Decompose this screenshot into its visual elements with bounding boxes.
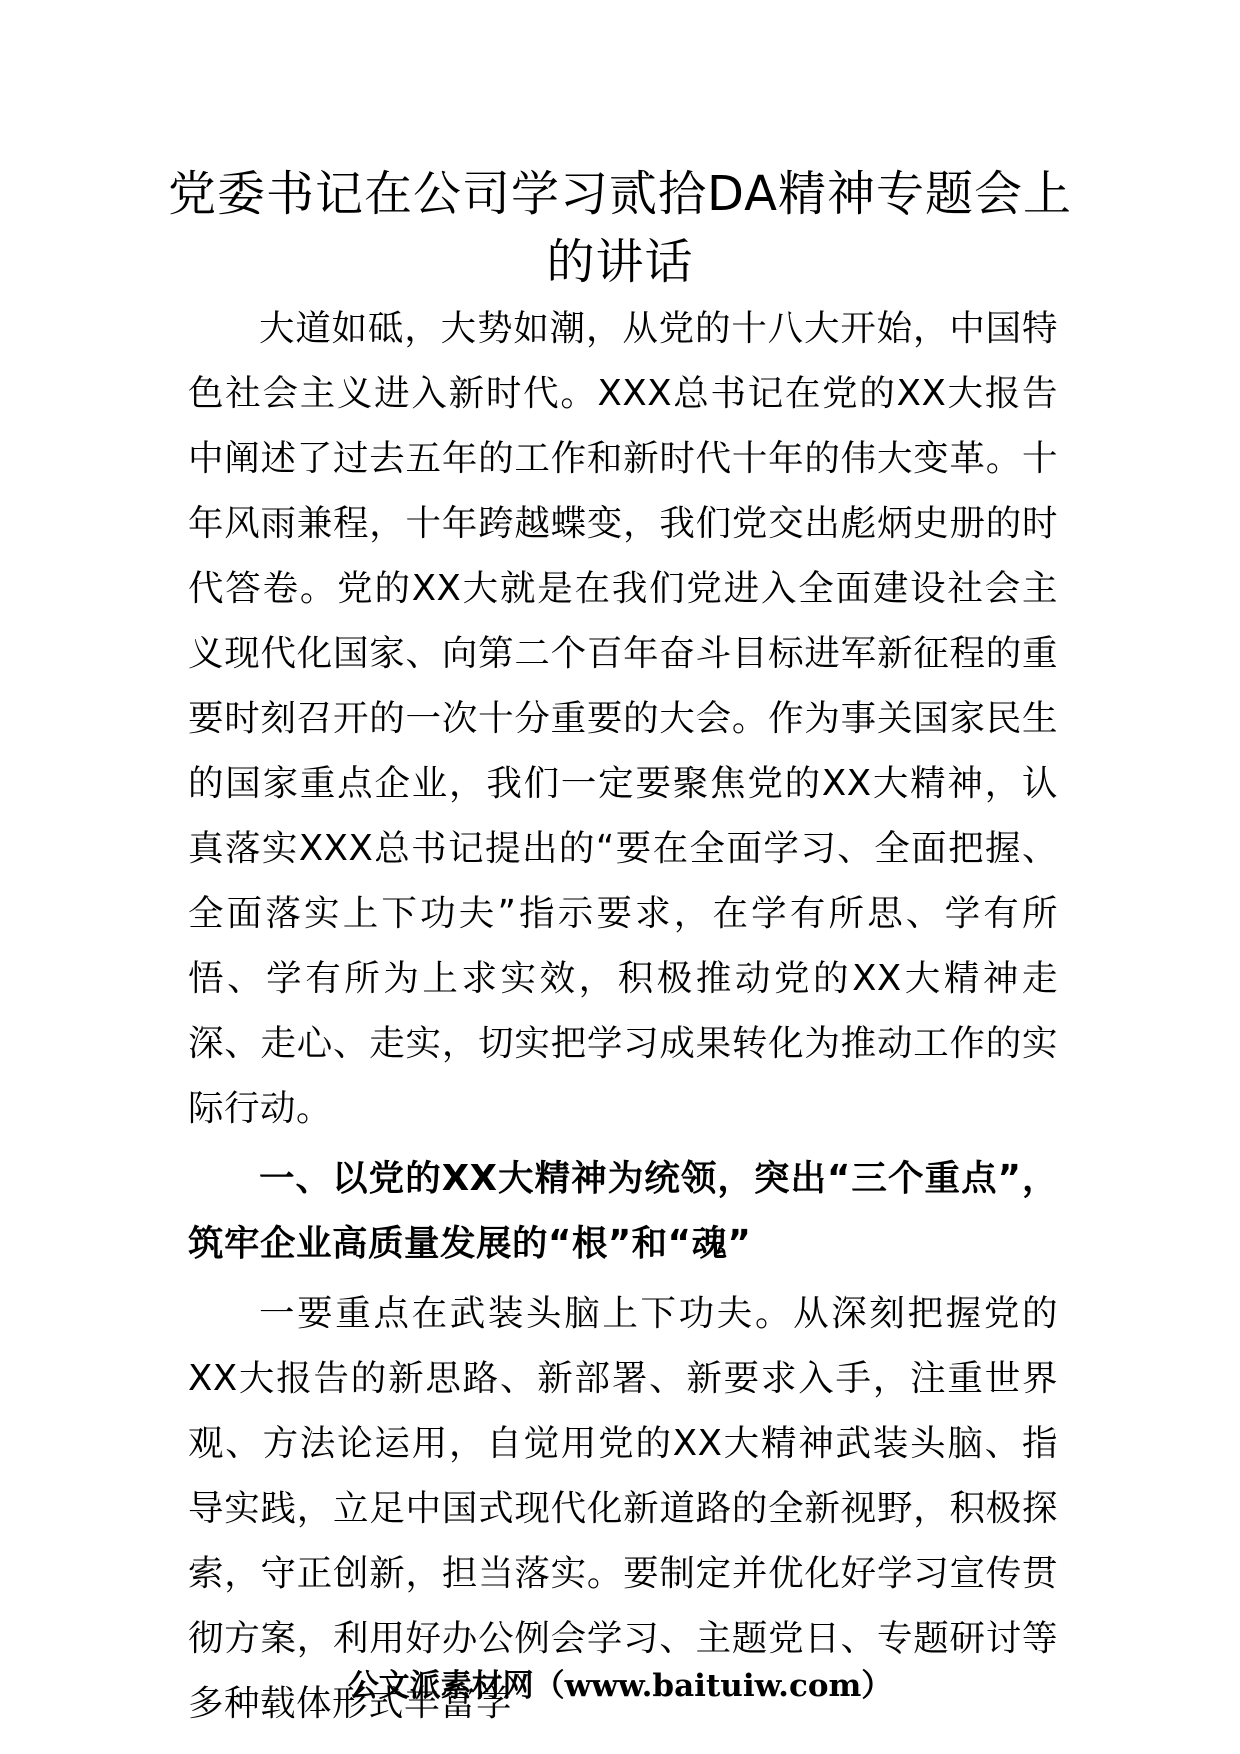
- section-heading-1: 一、以党的XX大精神为统领，突出“三个重点”，筑牢企业高质量发展的“根”和“魂”: [188, 1158, 1058, 1264]
- body-paragraph-1: 一要重点在武装头脑上下功夫。从深刻把握党的XX大报告的新思路、新部署、新要求入手，注重世界观、方法论运用，自觉用党的XX大精神武装头脑、指导实践，立足中国式现代化新道路的全新视野，积极探索，守正创新，担当落实。要制定并优化好学习宣传贯彻方案，利用好办公例会学习、主题党日、专题研讨等多种载体形式丰富学: [188, 1293, 1058, 1724]
- document-body: [188, 296, 1058, 1736]
- body-paragraph-intro: 大道如砥，大势如潮，从党的十八大开始，中国特色社会主义进入新时代。XXX总书记在党的XX大报告中阐述了过去五年的工作和新时代十年的伟大变革。十年风雨兼程，十年跨越蝶变，我们党交出彪炳史册的时代答卷。党的XX大就是在我们党进入全面建设社会主义现代化国家、向第二个百年奋斗目标进军新征程的重要时刻召开的一次十分重要的大会。作为事关国家民生的国家重点企业，我们一定要聚焦党的XX大精神，认真落实XXX总书记提出的“要在全面学习、全面把握、全面落实上下功夫”指示要求，在学有所思、学有所悟、学有所为上求实效，积极推动党的XX大精神走深、走心、走实，切实把学习成果转化为推动工作的实际行动。: [188, 308, 1058, 1129]
- document-title: [150, 160, 1090, 296]
- title-line-2: 的讲话: [546, 234, 694, 290]
- footer-source-text: 公文派素材网（www.baituiw.com）: [347, 1668, 893, 1704]
- title-line-1: 党委书记在公司学习贰拾DA精神专题会上: [168, 166, 1072, 222]
